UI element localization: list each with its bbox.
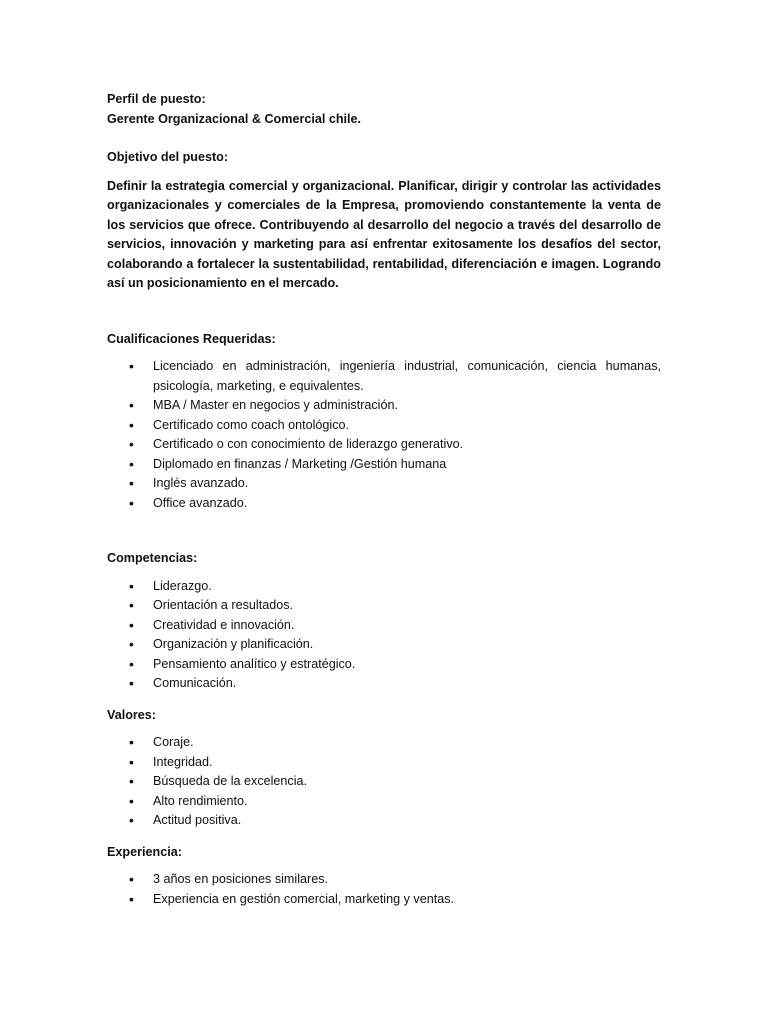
list-item	[107, 577, 661, 597]
profile-label: Perfil de puesto:	[107, 92, 206, 106]
list-item	[107, 396, 661, 416]
bullet-icon: •	[129, 636, 134, 652]
list-item-text: Comunicación.	[153, 676, 237, 690]
list-item	[107, 357, 661, 396]
spacer	[107, 349, 661, 357]
list-item-text: MBA / Master en negocios y administración.	[153, 398, 398, 412]
list-item	[107, 416, 661, 436]
bullet-icon: •	[129, 812, 134, 828]
objective-heading: Objetivo del puesto:	[107, 150, 229, 164]
bullet-icon: •	[129, 890, 134, 907]
list-item-text: Actitud positiva.	[153, 813, 242, 827]
list-item-text: Búsqueda de la excelencia.	[153, 774, 308, 788]
bullet-icon: •	[129, 436, 134, 452]
list-item	[107, 596, 661, 616]
list-item	[107, 655, 661, 675]
list-item-text: Coraje.	[153, 735, 194, 749]
list-item	[107, 890, 661, 910]
spacer	[107, 725, 661, 733]
spacer	[107, 569, 661, 577]
bullet-icon: •	[129, 734, 134, 750]
spacer	[107, 862, 661, 870]
list-item	[107, 455, 661, 475]
list-item	[107, 733, 661, 753]
bullet-icon: •	[129, 616, 134, 633]
bullet-icon: •	[129, 416, 134, 433]
list-item-text: Integridad.	[153, 754, 213, 769]
list-item-text: Pensamiento analítico y estratégico.	[153, 656, 356, 671]
list-item	[107, 635, 661, 655]
bullet-icon: •	[129, 475, 134, 491]
bullet-icon: •	[129, 655, 134, 672]
document-page	[107, 90, 661, 909]
list-item-text: Certificado como coach ontológico.	[153, 417, 350, 432]
spacer	[107, 168, 661, 177]
list-item	[107, 870, 661, 890]
list-item	[107, 494, 661, 514]
list-item	[107, 772, 661, 792]
list-item-text: Organización y planificación.	[153, 637, 314, 651]
list-item-text: 3 años en posiciones similares.	[153, 872, 329, 886]
competencies-list	[107, 577, 661, 694]
list-item	[107, 474, 661, 494]
list-item-text: Alto rendimiento.	[153, 793, 248, 808]
bullet-icon: •	[129, 871, 134, 887]
bullet-icon: •	[129, 455, 134, 472]
experience-list	[107, 870, 661, 909]
bullet-icon: •	[129, 397, 134, 413]
values-list	[107, 733, 661, 831]
bullet-icon: •	[129, 792, 134, 809]
list-item	[107, 616, 661, 636]
list-item-text: Certificado o con conocimiento de liderazgo generativo.	[153, 437, 464, 451]
spacer	[107, 694, 661, 706]
bullet-icon: •	[129, 358, 134, 374]
bullet-icon: •	[129, 773, 134, 789]
job-title: Gerente Organizacional & Comercial chile.	[107, 111, 362, 126]
list-item-text: Office avanzado.	[153, 495, 248, 510]
list-item-text: Orientación a resultados.	[153, 598, 294, 612]
qualifications-list	[107, 357, 661, 513]
values-heading: Valores:	[107, 707, 157, 722]
qualifications-heading: Cualificaciones Requeridas:	[107, 331, 276, 346]
spacer	[107, 129, 661, 148]
list-item-text: Inglés avanzado.	[153, 476, 249, 490]
spacer	[107, 294, 661, 330]
bullet-icon: •	[129, 597, 134, 613]
bullet-icon: •	[129, 753, 134, 770]
list-item	[107, 792, 661, 812]
objective-text: Definir la estrategia comercial y organizacional. Planificar, dirigir y controlar las actividades organizacionales y comerciales de la Empresa, promoviendo constantemente la venta de los servicios que ofrece. Contribuyendo al desarrollo del negocio a través del desarrollo de servicios, innovación y marketing para así enfrentar exitosamente los desafíos del sector, colaborando a fortalecer la sustentabilidad, rentabilidad, diferenciación e imagen. Logrando así un posicionamiento en el mercado.	[107, 178, 661, 290]
spacer	[107, 513, 661, 549]
experience-heading: Experiencia:	[107, 844, 182, 859]
list-item	[107, 753, 661, 773]
list-item	[107, 435, 661, 455]
bullet-icon: •	[129, 494, 134, 511]
spacer	[107, 831, 661, 843]
list-item	[107, 674, 661, 694]
list-item-text: Liderazgo.	[153, 578, 212, 593]
list-item	[107, 811, 661, 831]
list-item-text: Creatividad e innovación.	[153, 617, 295, 632]
bullet-icon: •	[129, 675, 134, 691]
bullet-icon: •	[129, 577, 134, 594]
list-item-text: Licenciado en administración, ingeniería industrial, comunicación, ciencia humanas, psicología, marketing, e equivalentes.	[153, 359, 661, 393]
competencies-heading: Competencias:	[107, 551, 198, 565]
list-item-text: Diplomado en finanzas / Marketing /Gestión humana	[153, 456, 447, 471]
list-item-text: Experiencia en gestión comercial, marketing y ventas.	[153, 891, 454, 906]
